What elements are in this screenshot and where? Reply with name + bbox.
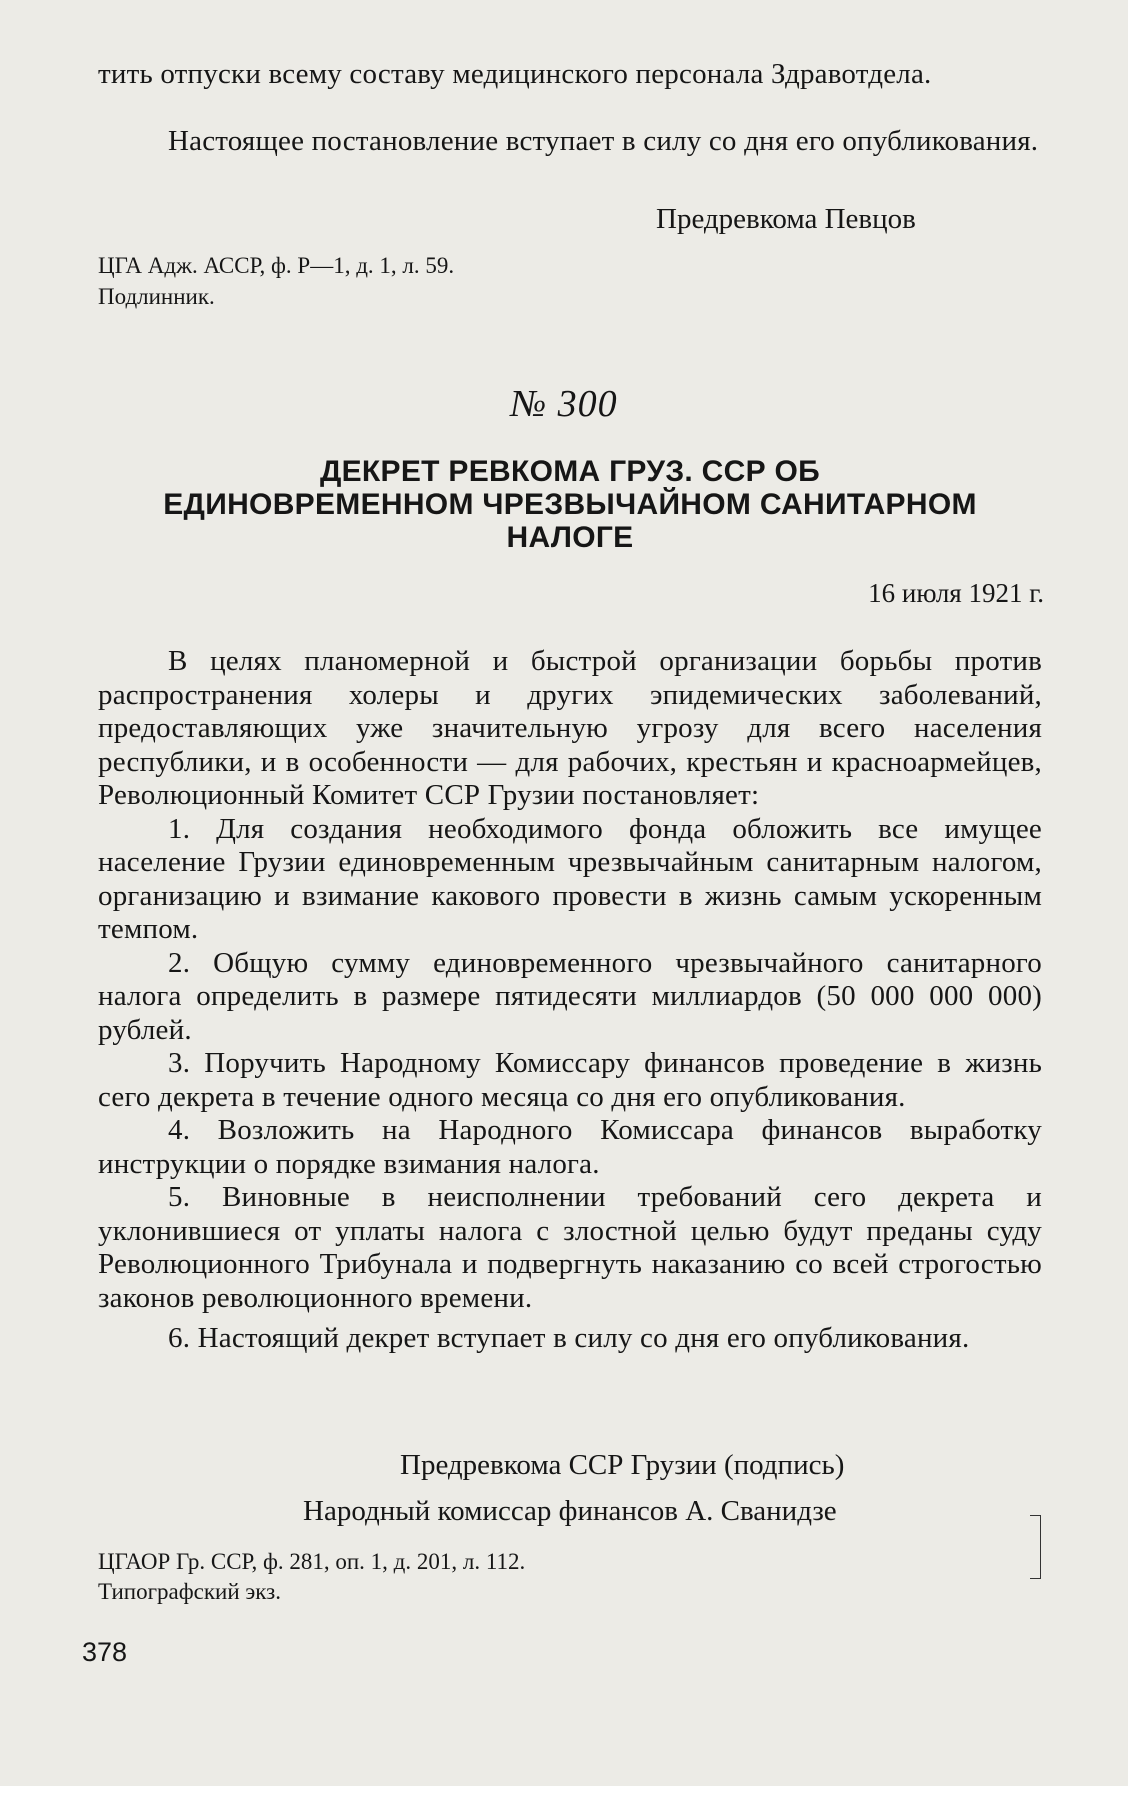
scan-edge-bottom	[0, 1786, 1146, 1796]
page-number: 378	[82, 1637, 128, 1667]
scan-edge-right	[1128, 0, 1146, 1796]
document-title-line-3: НАЛОГЕ	[506, 521, 634, 554]
previous-document-signature: Предревкома Певцов	[656, 203, 916, 235]
signature-finance-commissar: Народный комиссар финансов А. Сванидзе	[303, 1495, 837, 1527]
document-title-line-2: ЕДИНОВРЕМЕННОМ ЧРЕЗВЫЧАЙНОМ САНИТАРНОМ	[163, 488, 977, 521]
decree-item-4: 4. Возложить на Народного Комиссара финансов выработку инструкции о порядке взимания налога.	[98, 1114, 1042, 1180]
previous-archive-note: Подлинник.	[98, 284, 215, 309]
margin-bracket	[1030, 1515, 1041, 1579]
previous-document-effective-clause: Настоящее постановление вступает в силу со дня его опубликования.	[168, 125, 1039, 157]
decree-item-5: 5. Виновные в неисполнении требований сего декрета и уклонившиеся от уплаты налога с злостной целью будут преданы суду Революционного Трибунала и подвергнуть наказанию со всей строгостью законов революционного времени.	[98, 1181, 1042, 1314]
decree-item-3: 3. Поручить Народному Комиссару финансов проведение в жизнь сего декрета в течение одного месяца со дня его опубликования.	[98, 1047, 1042, 1113]
decree-item-1: 1. Для создания необходимого фонда обложить все имущее население Грузии единовременным чрезвычайным санитарным налогом, организацию и взимание какового провести в жизнь самым ускоренным темпом.	[98, 812, 1042, 945]
archive-reference: ЦГАОР Гр. ССР, ф. 281, оп. 1, д. 201, л. 112.	[98, 1549, 526, 1574]
previous-document-continuation: тить отпуски всему составу медицинского персонала Здравотдела.	[98, 58, 932, 90]
signature-chairman: Предревкома ССР Грузии (подпись)	[400, 1449, 845, 1481]
archive-note: Типографский экз.	[98, 1579, 281, 1604]
previous-archive-reference: ЦГА Адж. АССР, ф. Р—1, д. 1, л. 59.	[98, 253, 455, 278]
document-title	[98, 455, 1042, 554]
preamble-paragraph: В целях планомерной и быстрой организации борьбы против распространения холеры и других эпидемических заболеваний, предоставляющих уже значительную угрозу для всего населения республики, и в особенности — для рабочих, крестьян и красноармейцев, Революционный Комитет ССР Грузии постановляет:	[98, 645, 1042, 811]
document-date: 16 июля 1921 г.	[868, 578, 1044, 608]
decree-item-2: 2. Общую сумму единовременного чрезвычайного санитарного налога определить в размере пятидесяти миллиардов (50 000 000 000) рублей.	[98, 946, 1042, 1046]
decree-item-6: 6. Настоящий декрет вступает в силу со дня его опубликования.	[168, 1322, 970, 1354]
document-number: № 300	[510, 383, 618, 425]
document-title-line-1: ДЕКРЕТ РЕВКОМА ГРУЗ. ССР ОБ	[319, 455, 821, 488]
document-body	[98, 645, 1042, 1356]
